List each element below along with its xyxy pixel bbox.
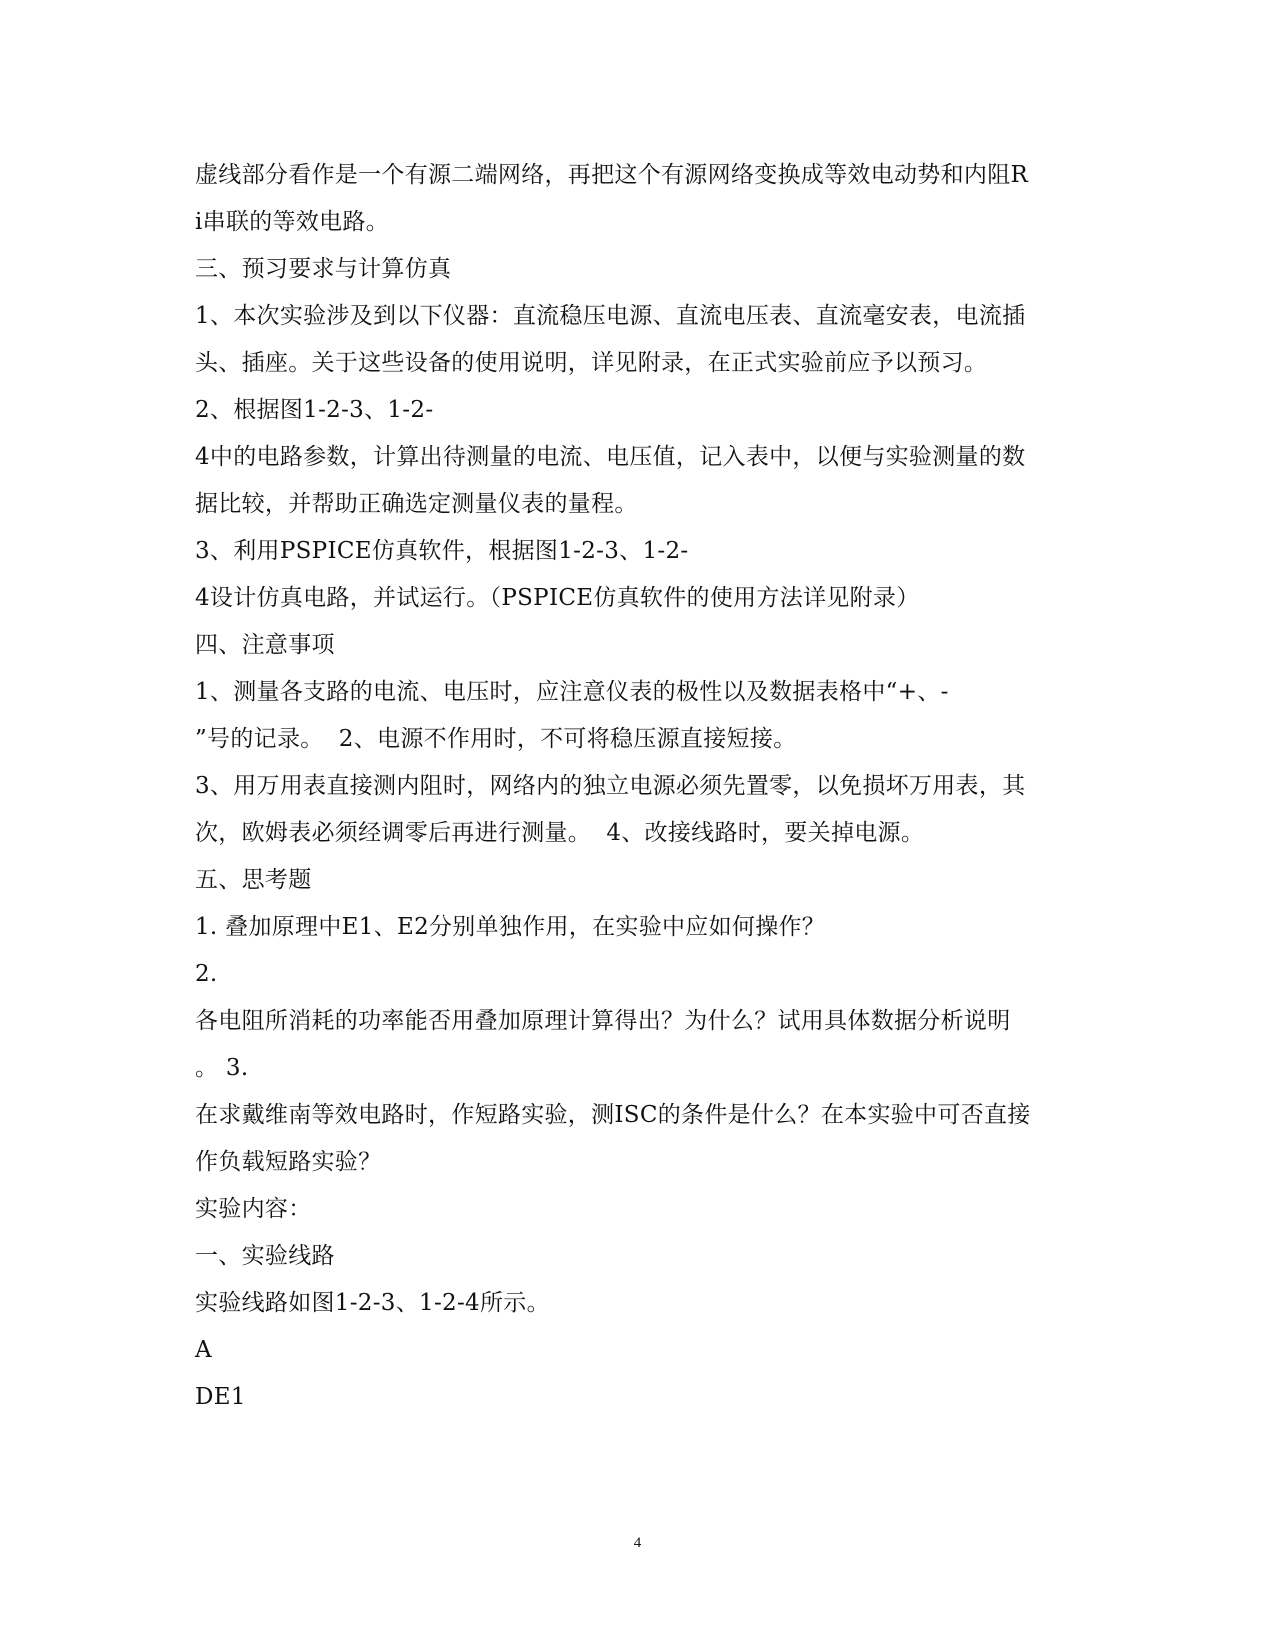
text-line: DE1 [195,1384,246,1410]
section-heading: 五、思考题 [195,867,312,893]
text-line: A [195,1337,212,1363]
text-line: 作负载短路实验？ [195,1149,382,1175]
text-line: 3、用万用表直接测内阻时，网络内的独立电源必须先置零，以免损坏万用表，其 [195,773,1026,799]
text-line: 1、本次实验涉及到以下仪器：直流稳压电源、直流电压表、直流毫安表，电流插 [195,303,1026,329]
text-line: 。 3. [195,1055,249,1081]
text-line: i串联的等效电路。 [195,209,390,235]
text-line: 4中的电路参数，计算出待测量的电流、电压值，记入表中，以便与实验测量的数 [195,444,1026,470]
text-line: 2. [195,961,218,987]
text-line: 各电阻所消耗的功率能否用叠加原理计算得出？为什么？试用具体数据分析说明 [195,1008,1011,1034]
text-line: 据比较，并帮助正确选定测量仪表的量程。 [195,491,638,517]
text-line: 3、利用PSPICE仿真软件，根据图1-2-3、1-2- [195,538,689,564]
page-number: 4 [633,1535,642,1551]
text-line: 1、测量各支路的电流、电压时，应注意仪表的极性以及数据表格中“+、- [195,679,949,705]
text-line: 虚线部分看作是一个有源二端网络，再把这个有源网络变换成等效电动势和内阻R [195,162,1029,188]
text-line: 次，欧姆表必须经调零后再进行测量。 4、改接线路时，要关掉电源。 [195,820,925,846]
text-line: 1. 叠加原理中E1、E2分别单独作用，在实验中应如何操作？ [195,914,826,940]
section-heading: 一、实验线路 [195,1243,335,1269]
text-line: 在求戴维南等效电路时，作短路实验，测ISC的条件是什么？在本实验中可否直接 [195,1102,1031,1128]
section-heading: 三、预习要求与计算仿真 [195,256,452,282]
section-heading: 实验内容： [195,1196,312,1222]
text-line: 实验线路如图1-2-3、1-2-4所示。 [195,1290,550,1316]
text-line: ”号的记录。 2、电源不作用时，不可将稳压源直接短接。 [195,726,797,752]
section-heading: 四、注意事项 [195,632,335,658]
text-line: 头、插座。关于这些设备的使用说明，详见附录，在正式实验前应予以预习。 [195,350,988,376]
text-line: 4设计仿真电路，并试运行。（PSPICE仿真软件的使用方法详见附录） [195,585,920,611]
text-line: 2、根据图1-2-3、1-2- [195,397,434,423]
